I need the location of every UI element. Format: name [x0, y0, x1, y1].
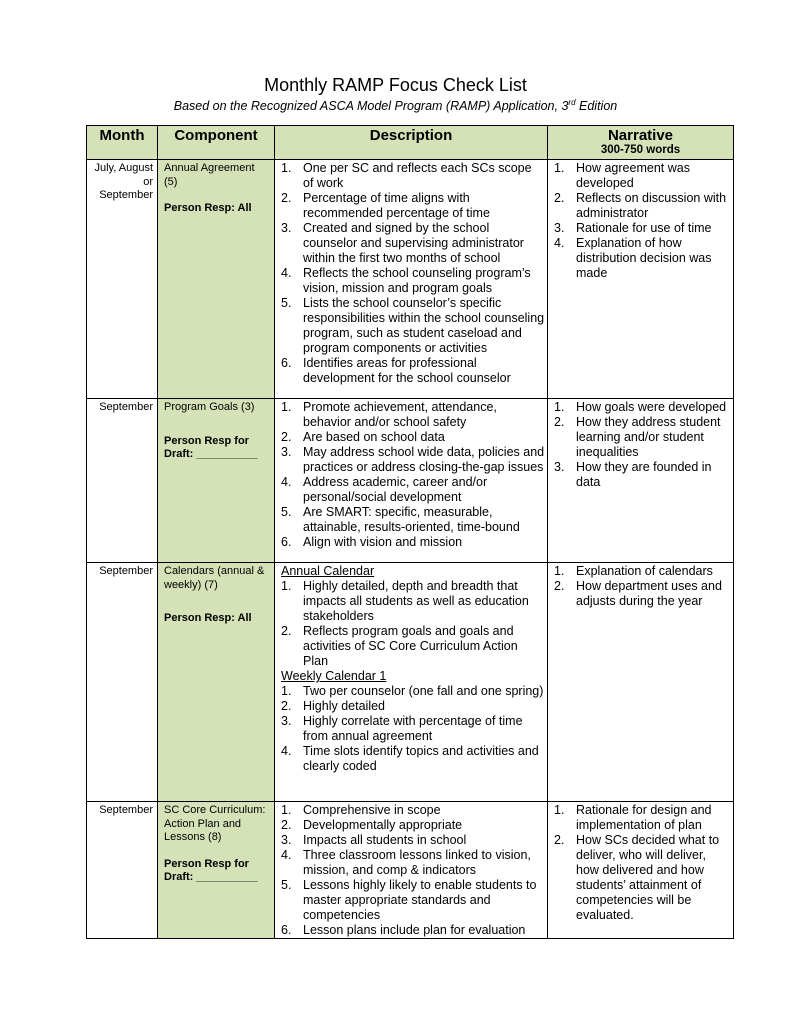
list-item: 2. Are based on school data [281, 430, 445, 444]
table-row [87, 399, 734, 563]
list-item: 2. Reflects program goals and goals and activities of SC Core Curriculum Action Plan [281, 624, 518, 668]
list-item: 2. How they address student learning and/or student inequalities [554, 415, 721, 459]
list-item: 5. Lessons highly likely to enable students to master appropriate standards and competencies [281, 878, 537, 922]
narrative-cell [548, 160, 734, 399]
subtitle-main: Based on the Recognized ASCA Model Program (RAMP) Application, 3 [173, 99, 569, 114]
list-item: 1. How agreement was developed [554, 161, 690, 190]
month-cell: September [87, 802, 158, 939]
header-description: Description [275, 126, 548, 160]
list-item: 3. May address school wide data, policies and practices or address closing-the-gap issues [281, 445, 545, 474]
list-item: 2. Reflects on discussion with administrator [554, 191, 727, 220]
description-list [281, 400, 545, 550]
list-item: 1. Promote achievement, attendance, behavior and/or school safety [281, 400, 497, 429]
list-item: 3. Highly correlate with percentage of time from annual agreement [281, 714, 523, 743]
month-cell: July, August or September [87, 160, 158, 399]
list-item: 5. Lists the school counselor’s specific responsibilities within the school counseling program, such as student caseload and program components or activities [281, 296, 545, 355]
checklist-table [86, 125, 734, 939]
component-cell [158, 563, 275, 802]
list-item: 2. How SCs decided what to deliver, who will deliver, how delivered and how students’ attainment of competencies will be evaluated. [554, 833, 720, 922]
person-responsible: Person Resp: All [164, 202, 252, 214]
header-component: Component [158, 126, 275, 160]
person-responsible: Person Resp for Draft: __________ [164, 857, 258, 883]
list-item: 3. How they are founded in data [554, 460, 712, 489]
list-item: 1. Highly detailed, depth and breadth that impacts all students as well as education stakeholders [281, 579, 529, 623]
component-cell [158, 160, 275, 399]
component-cell [158, 802, 275, 939]
subtitle-superscript: rd [568, 98, 576, 107]
page-title: Monthly RAMP Focus Check List [264, 75, 527, 95]
list-item: 4. Address academic, career and/or personal/social development [281, 475, 488, 504]
list-item: 5. Are SMART: specific, measurable, attainable, results-oriented, time-bound [281, 505, 520, 534]
list-item: 2. How department uses and adjusts during the year [554, 579, 722, 608]
description-list [281, 803, 545, 938]
header-narrative-label: Narrative [607, 127, 674, 144]
month-cell: September [87, 399, 158, 563]
list-item: 1. How goals were developed [554, 400, 727, 414]
list-item: 4. Time slots identify topics and activities and clearly coded [281, 744, 539, 773]
narrative-list [554, 400, 731, 490]
narrative-list [554, 161, 731, 281]
header-month: Month [87, 126, 158, 160]
narrative-cell [548, 563, 734, 802]
weekly-calendar-heading: Weekly Calendar 1 [281, 669, 387, 683]
list-item: 2. Developmentally appropriate [281, 818, 463, 832]
table-row [87, 802, 734, 939]
list-item: 1. One per SC and reflects each SCs scope of work [281, 161, 532, 190]
weekly-calendar-list [281, 684, 545, 774]
table-row [87, 563, 734, 802]
list-item: 1. Comprehensive in scope [281, 803, 441, 817]
list-item: 2. Percentage of time aligns with recommended percentage of time [281, 191, 490, 220]
annual-calendar-heading: Annual Calendar [281, 564, 375, 578]
narrative-list [554, 564, 731, 609]
list-item: 3. Rationale for use of time [554, 221, 712, 235]
list-item: 1. Explanation of calendars [554, 564, 713, 578]
page-subtitle [0, 95, 791, 114]
component-name: SC Core Curriculum: Action Plan and Lessons (8) [164, 804, 266, 843]
list-item: 3. Impacts all students in school [281, 833, 467, 847]
description-cell [275, 399, 548, 563]
component-name: Program Goals (3) [164, 401, 255, 413]
header-narrative [548, 126, 734, 160]
header-narrative-words: 300-750 words [600, 144, 681, 156]
description-cell [275, 802, 548, 939]
list-item: 6. Lesson plans include plan for evaluation [281, 923, 526, 937]
component-name: Annual Agreement (5) [164, 162, 255, 188]
list-item: 6. Align with vision and mission [281, 535, 463, 549]
person-responsible: Person Resp for Draft: __________ [164, 434, 258, 460]
list-item: 4. Three classroom lessons linked to vision, mission, and comp & indicators [281, 848, 531, 877]
month-cell: September [87, 563, 158, 802]
description-list [281, 161, 545, 386]
list-item: 3. Created and signed by the school counselor and supervising administrator within the first two months of school [281, 221, 524, 265]
narrative-list [554, 803, 731, 923]
description-cell [275, 160, 548, 399]
list-item: 4. Reflects the school counseling program’s vision, mission and program goals [281, 266, 531, 295]
narrative-cell [548, 399, 734, 563]
list-item: 6. Identifies areas for professional development for the school counselor [281, 356, 511, 385]
component-cell [158, 399, 275, 563]
annual-calendar-list [281, 579, 545, 669]
table-row [87, 160, 734, 399]
list-item: 1. Two per counselor (one fall and one spring) [281, 684, 544, 698]
list-item: 2. Highly detailed [281, 699, 385, 713]
person-responsible: Person Resp: All [164, 612, 252, 624]
description-cell [275, 563, 548, 802]
component-name: Calendars (annual & weekly) (7) [164, 565, 265, 591]
header-row [87, 126, 734, 160]
narrative-cell [548, 802, 734, 939]
list-item: 4. Explanation of how distribution decision was made [554, 236, 712, 280]
subtitle-end: Edition [575, 99, 618, 114]
list-item: 1. Rationale for design and implementation of plan [554, 803, 712, 832]
